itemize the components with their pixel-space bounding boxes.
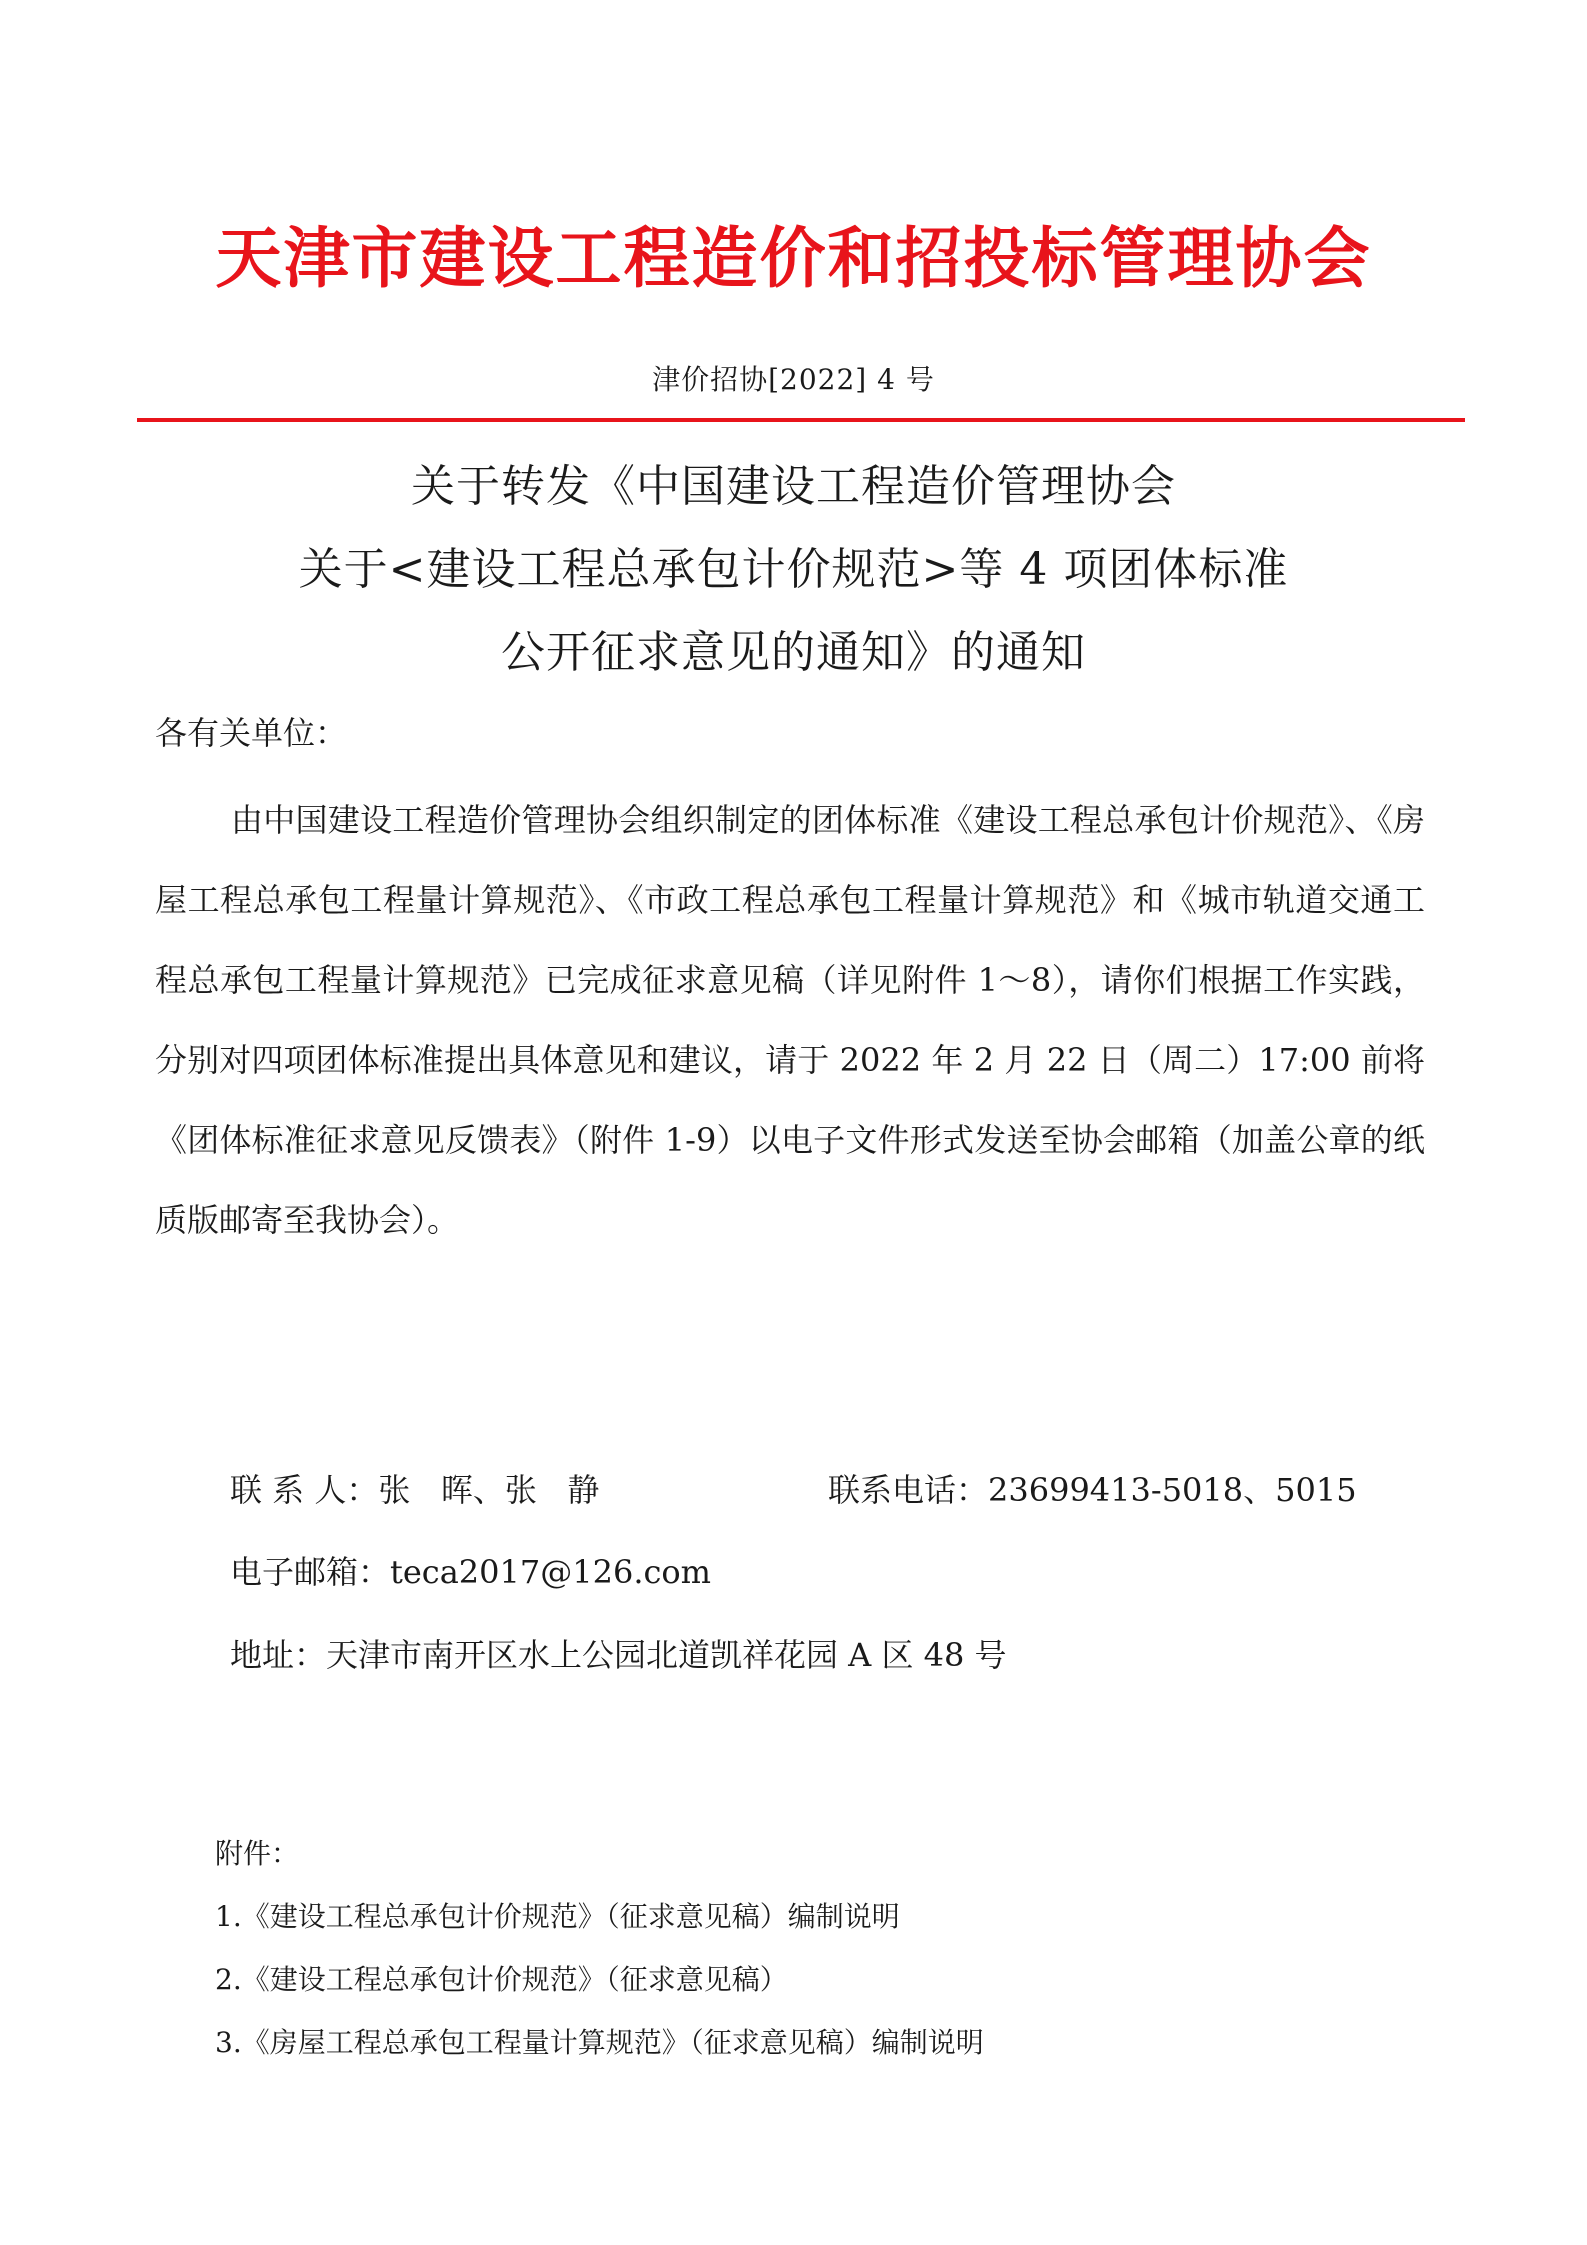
notice-title-line-3: 公开征求意见的通知》的通知 bbox=[501, 627, 1086, 678]
attachments-heading: 附件： bbox=[215, 1837, 300, 1870]
contact-person: 联 系 人：张 晖、张 静 bbox=[230, 1471, 600, 1509]
contact-email: 电子邮箱：teca2017@126.com bbox=[230, 1553, 712, 1591]
contact-address: 地址：天津市南开区水上公园北道凯祥花园 A 区 48 号 bbox=[230, 1636, 1007, 1674]
notice-title-line-2: 关于<建设工程总承包计价规范>等 4 项团体标准 bbox=[298, 544, 1289, 595]
attachment-item: 3.《房屋工程总承包工程量计算规范》（征求意见稿）编制说明 bbox=[215, 2026, 984, 2059]
contact-phone: 联系电话：23699413-5018、5015 bbox=[828, 1471, 1357, 1509]
document-number: 津价招协[2022] 4 号 bbox=[652, 363, 935, 396]
notice-body: 由中国建设工程造价管理协会组织制定的团体标准《建设工程总承包计价规范》、《房屋工程总承包工程量计算规范》、《市政工程总承包工程量计算规范》和《城市轨道交通工程总承包工程量计算规范》已完成征求意见稿（详见附件 1～8），请你们根据工作实践，分别对四项团体标准提出具体意见和建议，请于 2022 年 2 月 22 日（周二）17:00 前将《团体标准征求意见反馈表》（附件 1-9）以电子文件形式发送至协会邮箱（加盖公章的纸质版邮寄至我协会）。 bbox=[155, 801, 1425, 1239]
header-divider bbox=[137, 418, 1465, 422]
organization-title: 天津市建设工程造价和招投标管理协会 bbox=[215, 220, 1372, 297]
attachment-item: 1.《建设工程总承包计价规范》（征求意见稿）编制说明 bbox=[215, 1900, 900, 1933]
salutation: 各有关单位： bbox=[155, 714, 348, 752]
attachment-item: 2.《建设工程总承包计价规范》（征求意见稿） bbox=[215, 1963, 788, 1996]
notice-title-line-1: 关于转发《中国建设工程造价管理协会 bbox=[411, 461, 1176, 512]
